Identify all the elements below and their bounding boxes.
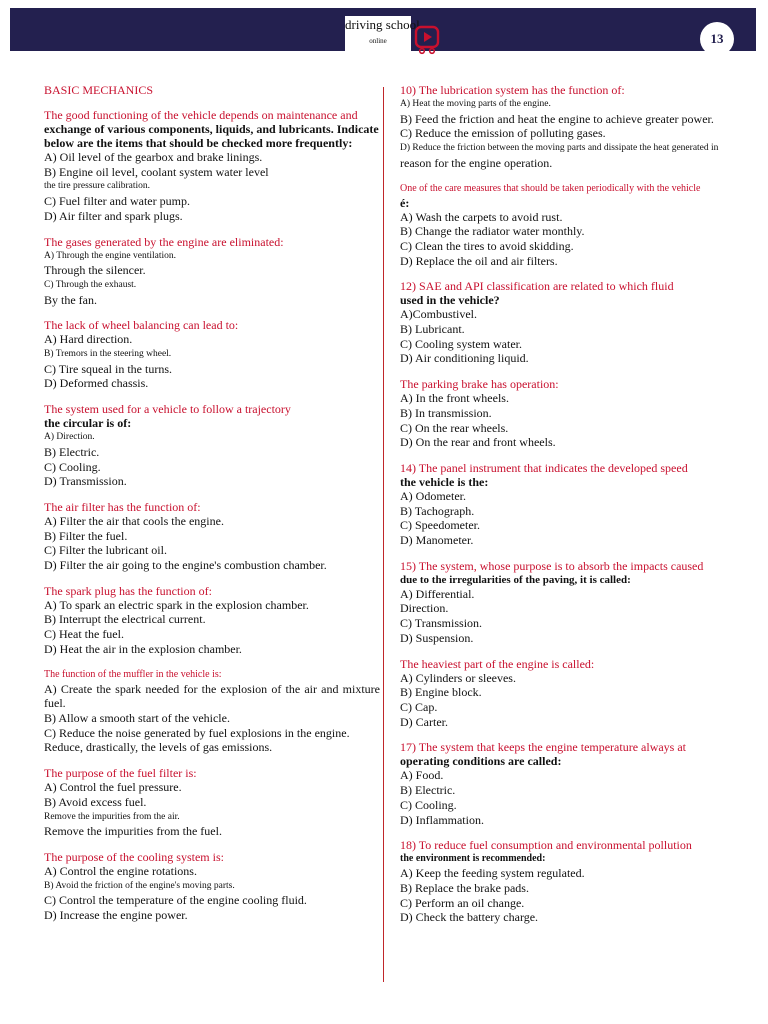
answer-option: B) Avoid excess fuel.: [44, 794, 147, 809]
logo-subtext: online: [369, 37, 387, 45]
answer-option: B) Replace the brake pads.: [400, 880, 529, 895]
answer-option: C) Cap.: [400, 699, 438, 714]
question-title: The parking brake has operation:: [400, 377, 559, 392]
question-continuation: é:: [400, 195, 410, 210]
answer-option: C) Control the temperature of the engine cooling fluid.: [44, 893, 307, 908]
question-8: [44, 766, 380, 839]
answer-option: B) Lubricant.: [400, 322, 465, 337]
answer-option: C) Reduce the emission of polluting gases.: [400, 126, 606, 141]
answer-option: D) Replace the oil and air filters.: [400, 253, 558, 268]
question-title: The spark plug has the function of:: [44, 583, 212, 598]
answer-option: reason for the engine operation.: [400, 155, 553, 170]
question-13: [400, 377, 766, 450]
answer-option: C) Filter the lubricant oil.: [44, 543, 167, 558]
question-title: The lack of wheel balancing can lead to:: [44, 318, 239, 333]
answer-option: the tire pressure calibration.: [44, 181, 151, 192]
question-continuation: due to the irregularities of the paving, it is called:: [400, 573, 631, 586]
answer-option: A) Keep the feeding system regulated.: [400, 866, 585, 881]
question-16: [400, 657, 766, 730]
answer-option: A)Combustivel.: [400, 307, 477, 322]
answer-option: D) Manometer.: [400, 533, 474, 548]
answer-option: Direction.: [400, 601, 449, 616]
answer-option: A) Wash the carpets to avoid rust.: [400, 209, 563, 224]
answer-option: B) Allow a smooth start of the vehicle.: [44, 710, 230, 725]
answer-option: B) Avoid the friction of the engine's moving parts.: [44, 880, 235, 891]
answer-option: C) Tire squeal in the turns.: [44, 361, 172, 376]
question-title: The function of the muffler in the vehicle is:: [44, 668, 222, 680]
answer-option: A) To spark an electric spark in the explosion chamber.: [44, 597, 309, 612]
answer-option: A) Heat the moving parts of the engine.: [400, 99, 551, 109]
answer-option: A) Through the engine ventilation.: [44, 250, 177, 261]
answer-option: D) Suspension.: [400, 630, 474, 645]
question-continuation: the circular is of:: [44, 416, 132, 431]
answer-option: A) Odometer.: [400, 488, 466, 503]
answer-option: D) Air conditioning liquid.: [400, 351, 529, 366]
question-continuation: the vehicle is the:: [400, 474, 489, 489]
question-title: 17) The system that keeps the engine temperature always at: [400, 740, 687, 755]
page-number: 13: [700, 22, 734, 56]
question-17: [400, 740, 766, 827]
question-title: 10) The lubrication system has the function of:: [400, 83, 625, 97]
question-title: 12) SAE and API classification are related to which fluid: [400, 279, 674, 294]
logo-text: driving school: [345, 17, 420, 32]
answer-option: B) Filter the fuel.: [44, 528, 128, 543]
question-title: The purpose of the fuel filter is:: [44, 766, 197, 781]
question-10: [400, 83, 766, 171]
answer-option: A) Oil level of the gearbox and brake linings.: [44, 150, 263, 164]
question-14: [400, 461, 766, 548]
answer-option: C) Fuel filter and water pump.: [44, 194, 190, 209]
question-5: [44, 500, 380, 573]
answer-option: B) Engine oil level, coolant system water level: [44, 164, 269, 179]
answer-option: B) In transmission.: [400, 405, 492, 420]
answer-option: D) Check the battery charge.: [400, 910, 539, 925]
question-15: [400, 559, 766, 646]
answer-option: A) Hard direction.: [44, 332, 133, 347]
answer-option: C) Cooling system water.: [400, 336, 522, 351]
question-7: [44, 668, 380, 756]
answer-option: D) Deformed chassis.: [44, 376, 149, 391]
question-title: 14) The panel instrument that indicates the developed speed: [400, 460, 688, 475]
logo: [345, 16, 420, 52]
question-18: [400, 838, 766, 925]
question-4: [44, 402, 380, 489]
question-title: 15) The system, whose purpose is to absorb the impacts caused: [400, 558, 704, 573]
answer-option: D) Heat the air in the explosion chamber.: [44, 641, 242, 656]
question-title: 18) To reduce fuel consumption and environmental pollution: [400, 838, 692, 853]
question-11: [400, 182, 766, 269]
answer-option: D) Increase the engine power.: [44, 908, 188, 923]
answer-option: D) Transmission.: [44, 474, 127, 489]
question-2: [44, 235, 380, 308]
answer-option: C) Speedometer.: [400, 518, 480, 533]
answer-option: A) Control the fuel pressure.: [44, 780, 182, 795]
answer-option: D) On the rear and front wheels.: [400, 435, 556, 450]
question-title: One of the care measures that should be taken periodically with the vehicle: [400, 182, 701, 194]
question-title: The gases generated by the engine are eliminated:: [44, 234, 284, 249]
answer-option: A) Create the spark needed for the explosion of the air and mixture fuel.: [44, 681, 380, 711]
question-continuation: exchange of various components, liquids, and lubricants. Indicate: [44, 122, 379, 136]
answer-option: C) Cooling.: [44, 459, 101, 474]
header-bar: [10, 8, 756, 51]
answer-option: C) Transmission.: [400, 616, 483, 631]
answer-option: A) Food.: [400, 768, 444, 783]
question-continuation: below are the items that should be checked more frequently:: [44, 136, 353, 150]
answer-option: C) Heat the fuel.: [44, 627, 124, 642]
question-title: The system used for a vehicle to follow a trajectory: [44, 402, 291, 417]
question-3: [44, 318, 380, 391]
answer-option: B) Electric.: [44, 444, 100, 459]
question-title: The air filter has the function of:: [44, 499, 201, 514]
answer-option: B) Engine block.: [400, 685, 482, 700]
answer-option: C) Through the exhaust.: [44, 279, 137, 290]
answer-option: B) Tachograph.: [400, 503, 475, 518]
answer-option: C) Reduce the noise generated by fuel explosions in the engine.: [44, 725, 350, 740]
answer-option: A) Differential.: [400, 586, 475, 601]
question-9: [44, 850, 380, 923]
answer-option: A) Filter the air that cools the engine.: [44, 513, 224, 528]
answer-option: B) Change the radiator water monthly.: [400, 224, 585, 239]
section-title: BASIC MECHANICS: [44, 83, 154, 97]
column-divider: [383, 87, 384, 982]
question-continuation: used in the vehicle?: [400, 293, 500, 308]
answer-option: Remove the impurities from the fuel.: [44, 824, 222, 839]
answer-option: A) Cylinders or sleeves.: [400, 670, 516, 685]
answer-option: A) Direction.: [44, 432, 95, 443]
answer-option: C) On the rear wheels.: [400, 420, 509, 435]
answer-option: D) Air filter and spark plugs.: [44, 208, 183, 223]
question-title: The purpose of the cooling system is:: [44, 849, 224, 864]
answer-option: D) Carter.: [400, 714, 448, 729]
question-continuation: operating conditions are called:: [400, 754, 562, 769]
question-title: The heaviest part of the engine is called:: [400, 656, 595, 671]
answer-option: D) Filter the air going to the engine's combustion chamber.: [44, 558, 327, 573]
answer-option: A) Control the engine rotations.: [44, 863, 197, 878]
question-12: [400, 279, 766, 366]
answer-option: B) Electric.: [400, 783, 456, 798]
answer-option: Remove the impurities from the air.: [44, 811, 180, 822]
answer-option: D) Reduce the friction between the moving parts and dissipate the heat generated in: [400, 143, 719, 154]
answer-option: B) Tremors in the steering wheel.: [44, 349, 172, 360]
answer-option: B) Feed the friction and heat the engine to achieve greater power.: [400, 111, 714, 126]
answer-option: C) Clean the tires to avoid skidding.: [400, 238, 574, 253]
answer-option: Reduce, drastically, the levels of gas emissions.: [44, 740, 273, 755]
question-6: [44, 584, 380, 657]
answer-option: D) Inflammation.: [400, 812, 484, 827]
right-column: [400, 83, 766, 936]
question-title: The good functioning of the vehicle depends on maintenance and: [44, 108, 358, 122]
answer-option: A) In the front wheels.: [400, 391, 509, 406]
left-column: [44, 83, 380, 934]
answer-option: B) Interrupt the electrical current.: [44, 612, 206, 627]
answer-option: C) Perform an oil change.: [400, 895, 525, 910]
answer-option: C) Cooling.: [400, 797, 457, 812]
question-continuation: the environment is recommended:: [400, 853, 546, 865]
play-button-icon: [414, 25, 440, 55]
answer-option: Through the silencer.: [44, 263, 146, 278]
answer-option: By the fan.: [44, 292, 97, 307]
question-1: [44, 108, 380, 224]
